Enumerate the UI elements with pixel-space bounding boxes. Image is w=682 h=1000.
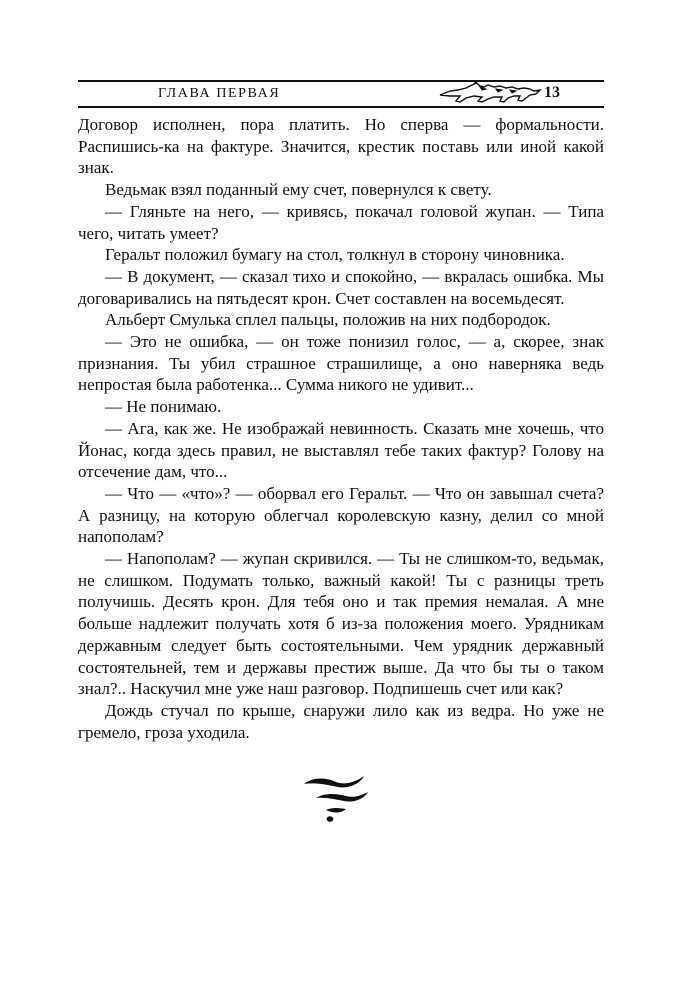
paragraph: Договор исполнен, пора платить. Но сперва — формальности. Распишись-ка на фактуре. Значится, крестик поставь или иной какой знак. (78, 115, 604, 178)
paragraph: — Гляньте на него, — кривясь, покачал головой жупан. — Типа чего, читать умеет? (78, 201, 604, 243)
header-bottom-rule (78, 106, 604, 108)
paragraph: — В документ, — сказал тихо и спокойно, — вкралась ошибка. Мы договаривались на пятьдесят крон. Счет составлен на восемьдесят. (78, 266, 604, 308)
paragraph: — Что — «что»? — оборвал его Геральт. — Что он завышал счета? А разницу, на которую облегчал королевскую казну, делил со мной напополам? (78, 483, 604, 547)
page-number: 13 (544, 84, 560, 101)
paragraph: — Это не ошибка, — он тоже понизил голос, — а, скорее, знак признания. Ты убил страшное страшилище, а оно наверняка ведь непростая была работенка... Сумма никого не удивит... (78, 332, 604, 395)
paragraph: Ведьмак взял поданный ему счет, повернулся к свету. (105, 180, 492, 200)
section-end-flourish-icon (302, 772, 372, 824)
paragraph: Альберт Смулька сплел пальцы, положив на них подбородок. (105, 310, 551, 330)
paragraph: — Напополам? — жупан скривился. — Ты не слишком-то, ведьмак, не слишком. Подумать только, важный какой! Ты с разницы треть получишь. Десять крон. Для тебя оно и так премия немалая. А мне больше надлежит получать хотя б из-за положения моего. Урядникам державным следует быть состоятельными. Чем урядник державный состоятельней, тем и державы престиж выше. Да что бы ты о таком знал?.. Наскучил мне уже наш разговор. Подпишешь счет или как? (78, 549, 604, 699)
paragraph: Дождь стучал по крыше, снаружи лило как из ведра. Но уже не гремело, гроза уходила. (78, 700, 604, 742)
paragraph: — Ага, как же. Не изображай невинность. Сказать мне хочешь, что Йонас, когда здесь правил, не выставлял тебе таких фактур? Голову на отсечение дам, что... (78, 418, 604, 482)
paragraph: Геральт положил бумагу на стол, толкнул в сторону чиновника. (105, 245, 565, 265)
body-text (78, 114, 604, 743)
running-wolf-icon (436, 81, 544, 105)
paragraph: — Не понимаю. (105, 397, 222, 417)
running-header (78, 80, 604, 110)
chapter-title: ГЛАВА ПЕРВАЯ (158, 86, 281, 101)
